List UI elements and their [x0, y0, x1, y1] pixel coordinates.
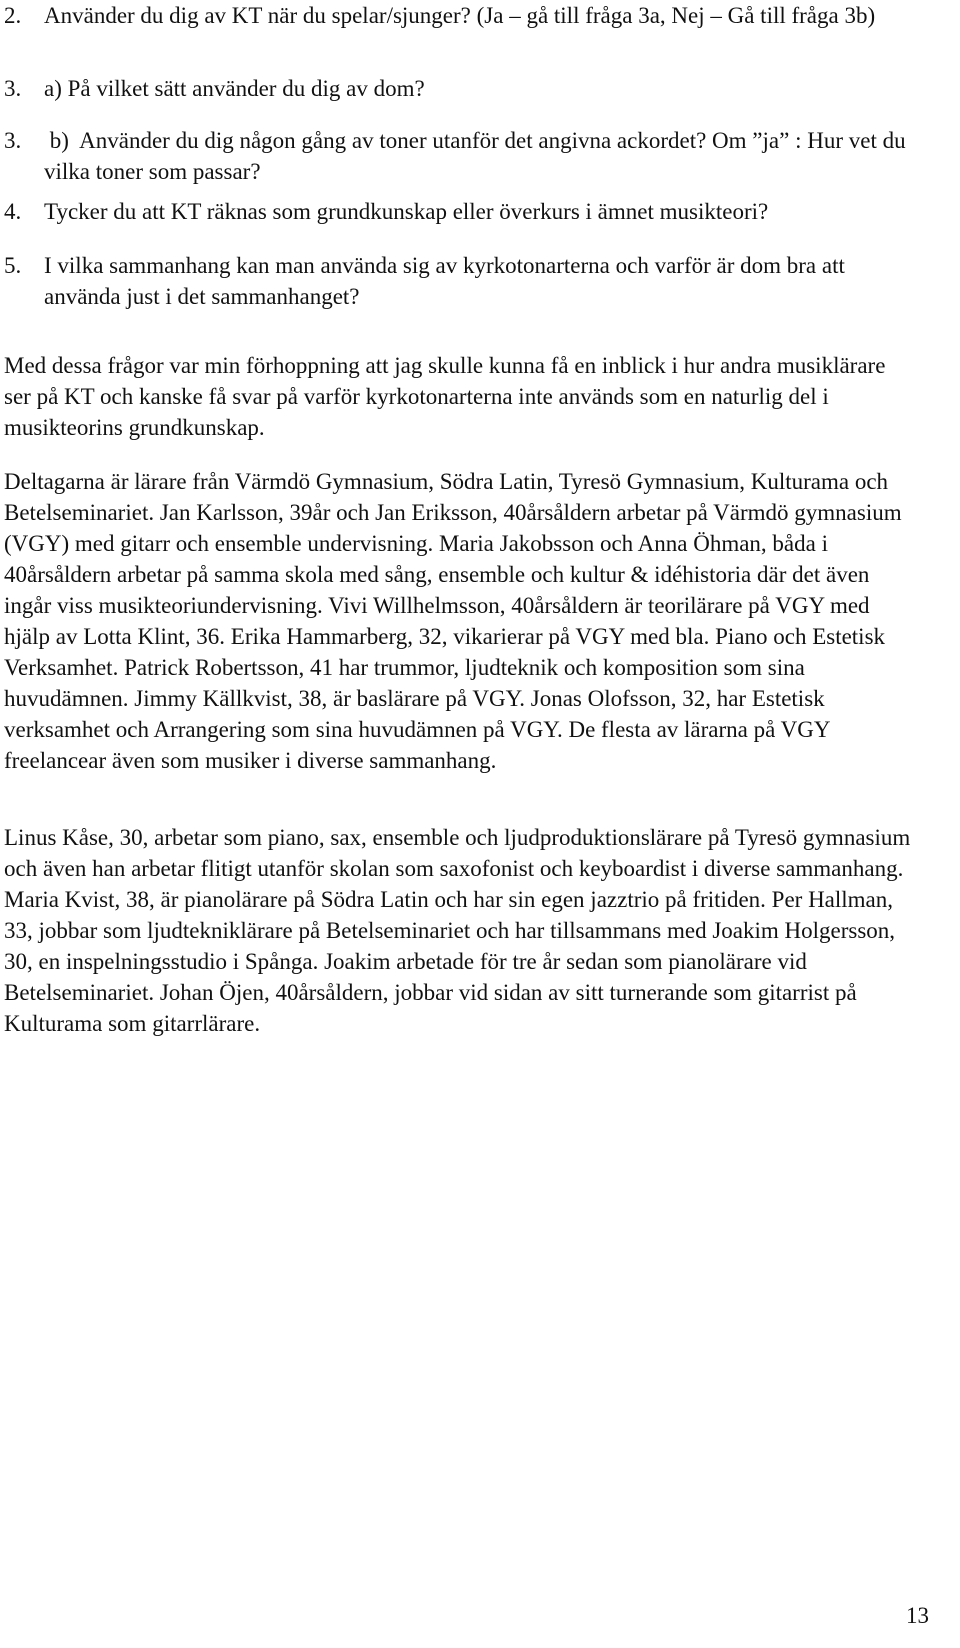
question-number: 3.: [4, 128, 22, 153]
question-text: I vilka sammanhang kan man använda sig av kyrkotonarterna och varför är dom bra att använda just i det sammanhanget?: [44, 253, 845, 309]
question-number: 5.: [4, 253, 22, 278]
question-number: 4.: [4, 199, 22, 224]
question-text: Använder du dig av KT när du spelar/sjunger? (Ja – gå till fråga 3a, Nej – Gå till fråga 3b): [44, 3, 876, 28]
question-4: [4, 196, 914, 227]
paragraph-participants-vgy: Deltagarna är lärare från Värmdö Gymnasium, Södra Latin, Tyresö Gymnasium, Kulturama och Betelseminariet. Jan Karlsson, 39år och Jan Eriksson, 40årsåldern arbetar på Värmdö gymnasium (VGY) med gitarr och ensemble undervisning. Maria Jakobsson och Anna Öhman, båda i 40årsåldern arbetar på samma skola med sång, ensemble och kultur & idéhistoria där det även ingår viss musikteoriundervisning. Vivi Willhelmsson, 40årsåldern är teorilärare på VGY med hjälp av Lotta Klint, 36. Erika Hammarberg, 32, vikarierar på VGY med bla. Piano och Estetisk Verksamhet. Patrick Robertsson, 41 har trummor, ljudteknik och komposition som sina huvudämnen. Jimmy Källkvist, 38, är baslärare på VGY. Jonas Olofsson, 32, har Estetisk verksamhet och Arrangering som sina huvudämnen på VGY. De flesta av lärarna på VGY freelancear även som musiker i diverse sammanhang.: [4, 469, 902, 773]
page-number: 13: [906, 1603, 929, 1628]
question-text: b) Använder du dig någon gång av toner utanför det angivna ackordet? Om ”ja” : Hur vet du vilka toner som passar?: [44, 128, 918, 184]
question-2: [4, 0, 914, 31]
question-3b: [4, 125, 918, 187]
question-text: Tycker du att KT räknas som grundkunskap eller överkurs i ämnet musikteori?: [44, 199, 769, 224]
question-5: [4, 250, 914, 312]
paragraph-intro: Med dessa frågor var min förhoppning att jag skulle kunna få en inblick i hur andra musiklärare ser på KT och kanske få svar på varför kyrkotonarterna inte används som en naturlig del i musikteorins grundkunskap.: [4, 353, 886, 440]
question-text: a) På vilket sätt använder du dig av dom?: [44, 76, 425, 101]
question-number: 3.: [4, 76, 22, 101]
question-number: 2.: [4, 3, 22, 28]
question-3a: [4, 73, 914, 104]
paragraph-participants-other: Linus Kåse, 30, arbetar som piano, sax, ensemble och ljudproduktionslärare på Tyresö gymnasium och även han arbetar flitigt utanför skolan som saxofonist och keyboardist i diverse sammanhang. Maria Kvist, 38, är pianolärare på Södra Latin och har sin egen jazztrio på fritiden. Per Hallman, 33, jobbar som ljudtekniklärare på Betelseminariet och har tillsammans med Joakim Holgersson, 30, en inspelningsstudio i Spånga. Joakim arbetade för tre år sedan som pianolärare vid Betelseminariet. Johan Öjen, 40årsåldern, jobbar vid sidan av sitt turnerande som gitarrist på Kulturama som gitarrlärare.: [4, 825, 911, 1036]
